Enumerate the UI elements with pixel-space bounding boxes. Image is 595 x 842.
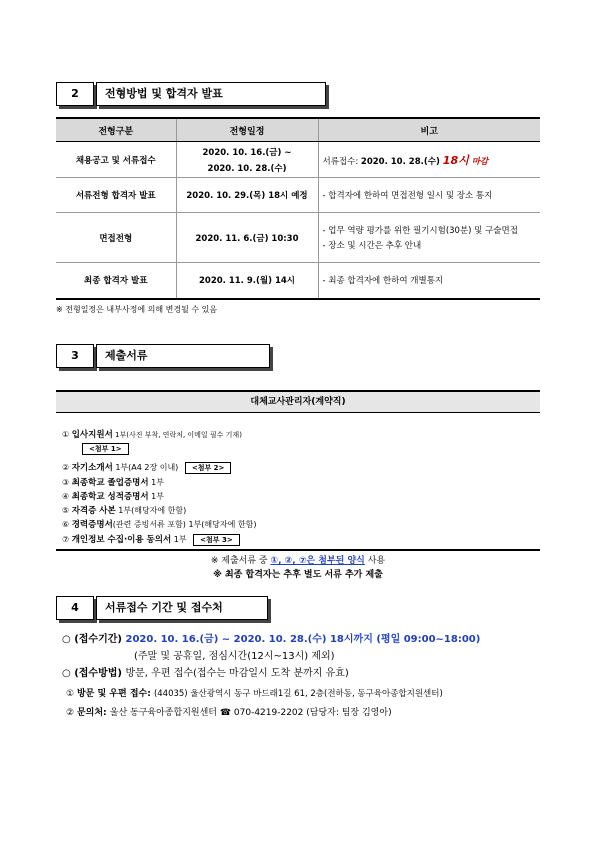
list-item — [62, 504, 186, 516]
additional-docs-note: ※ 최종 합격자는 추후 별도 서류 추가 제출 — [213, 570, 383, 580]
table-row — [56, 263, 540, 299]
item-name: 최종학교 성적증명서 — [71, 492, 149, 502]
stage-cell: 최종 합격자 발표 — [56, 263, 176, 299]
attachment-tag: <첨부 1> — [82, 443, 129, 455]
item-mark: ② — [66, 708, 75, 718]
item-name: 개인정보 수집·이용 동의서 — [71, 535, 172, 545]
item-name: 자기소개서 — [71, 463, 113, 473]
contact-info — [66, 705, 392, 718]
attachment-tag: <첨부 3> — [193, 534, 240, 546]
date-line: 2020. 10. 28.(수) — [207, 163, 287, 174]
reception-period — [62, 630, 480, 645]
item-mark: ① — [62, 430, 70, 439]
item-detail: 1부 — [171, 535, 187, 544]
section-number: 2 — [56, 82, 94, 106]
table-header-row — [56, 118, 540, 142]
method-value: 방문, 우편 접수(접수는 마감일시 도착 분까지 유효) — [125, 668, 349, 679]
period-exclusion: (주말 및 공휴일, 점심시간(12시~13시) 제외) — [134, 651, 335, 662]
contact-label: 문의처: — [76, 708, 110, 718]
attachment-tag: <첨부 2> — [185, 462, 232, 474]
section-title: 전형방법 및 합격자 발표 — [96, 82, 326, 106]
note-suffix: 사용 — [364, 556, 386, 566]
item-detail: 1부 — [148, 478, 164, 487]
item-detail: 1부(해당자에 한함) — [115, 506, 187, 515]
position-bar: 대체교사관리자(계약직) — [56, 390, 540, 413]
note-prefix: 서류접수: — [322, 156, 361, 167]
item-detail: (관련 증빙서류 포함) 1부(해당자에 한함) — [112, 520, 257, 529]
date-cell — [176, 142, 318, 178]
list-item — [62, 476, 164, 488]
period-value: 2020. 10. 16.(금) ~ 2020. 10. 28.(수) 18시까지 (평일 09:00~18:00) — [125, 634, 481, 645]
item-name: 경력증명서 — [71, 520, 113, 530]
deadline-suffix: 마감 — [468, 156, 489, 167]
date-cell: 2020. 11. 6.(금) 10:30 — [176, 213, 318, 263]
item-name: 최종학교 졸업증명서 — [71, 478, 149, 488]
table-row — [56, 142, 540, 178]
note-prefix: ※ 제출서류 중 — [210, 556, 271, 566]
list-item — [62, 428, 242, 440]
section-number: 3 — [56, 344, 94, 368]
contact-value: 울산 동구육아종합지원센터 ☎ 070-4219-2202 (담당자: 팀장 김영아) — [109, 708, 392, 718]
item-mark: ④ — [62, 492, 70, 501]
section-title: 서류접수 기간 및 접수처 — [96, 596, 268, 620]
date-cell: 2020. 11. 9.(월) 14시 — [176, 263, 318, 299]
list-item — [62, 490, 164, 502]
stage-cell: 면접전형 — [56, 213, 176, 263]
item-detail: 1부(A4 2장 이내) — [112, 463, 179, 472]
column-header: 비고 — [318, 118, 540, 142]
section-title: 제출서류 — [96, 344, 270, 368]
date-line: 2020. 10. 16.(금) ~ — [202, 147, 292, 158]
table-row — [56, 213, 540, 263]
note-cell: - 합격자에 한하여 면접전형 일시 및 장소 통지 — [318, 178, 540, 213]
attachment-tag-row — [78, 443, 129, 455]
item-mark: ③ — [62, 478, 70, 487]
item-mark: ① — [66, 689, 75, 699]
period-label: ○ (접수기간) — [62, 634, 126, 645]
section-number: 4 — [56, 596, 94, 620]
note-line: - 장소 및 시간은 추후 안내 — [322, 241, 422, 251]
divider — [56, 549, 540, 551]
column-header: 전형구분 — [56, 118, 176, 142]
item-mark: ⑥ — [62, 520, 70, 529]
note-cell — [318, 213, 540, 263]
item-mark: ⑦ — [62, 535, 70, 544]
column-header: 전형일정 — [176, 118, 318, 142]
deadline-time: 18시 — [442, 153, 469, 167]
item-mark: ⑤ — [62, 506, 70, 515]
note-cell: - 최종 합격자에 한하여 개별통지 — [318, 263, 540, 299]
note-line: - 업무 역량 평가를 위한 필기시험(30분) 및 구술면접 — [322, 226, 518, 236]
item-mark: ② — [62, 463, 70, 472]
list-item — [62, 461, 231, 474]
schedule-footnote: ※ 전형일정은 내부사정에 의해 변경될 수 있음 — [56, 305, 218, 314]
attached-forms-note: ①, ②, ⑦은 첨부된 양식 — [270, 556, 365, 566]
stage-cell: 채용공고 및 서류접수 — [56, 142, 176, 178]
visit-address — [66, 686, 443, 699]
schedule-table — [56, 117, 540, 300]
date-cell: 2020. 10. 29.(목) 18시 예정 — [176, 178, 318, 213]
item-name: 자격증 사본 — [71, 506, 116, 516]
table-row — [56, 178, 540, 213]
item-detail: 1부(사진 부착, 연락처, 이메일 필수 기재) — [112, 431, 242, 439]
note-date: 2020. 10. 28.(수) — [360, 156, 443, 167]
list-item — [62, 533, 240, 546]
visit-label: 방문 및 우편 접수: — [76, 689, 154, 699]
stage-cell: 서류전형 합격자 발표 — [56, 178, 176, 213]
reception-method — [62, 664, 349, 679]
visit-value: (44035) 울산광역시 동구 바드래1길 61, 2층(전하동, 동구육아종합지원센터) — [153, 689, 443, 699]
item-name: 입사지원서 — [71, 430, 113, 440]
form-note — [56, 553, 540, 566]
list-item — [62, 518, 256, 530]
method-label: ○ (접수방법) — [62, 668, 126, 679]
item-detail: 1부 — [148, 492, 164, 501]
note-cell — [318, 142, 540, 178]
